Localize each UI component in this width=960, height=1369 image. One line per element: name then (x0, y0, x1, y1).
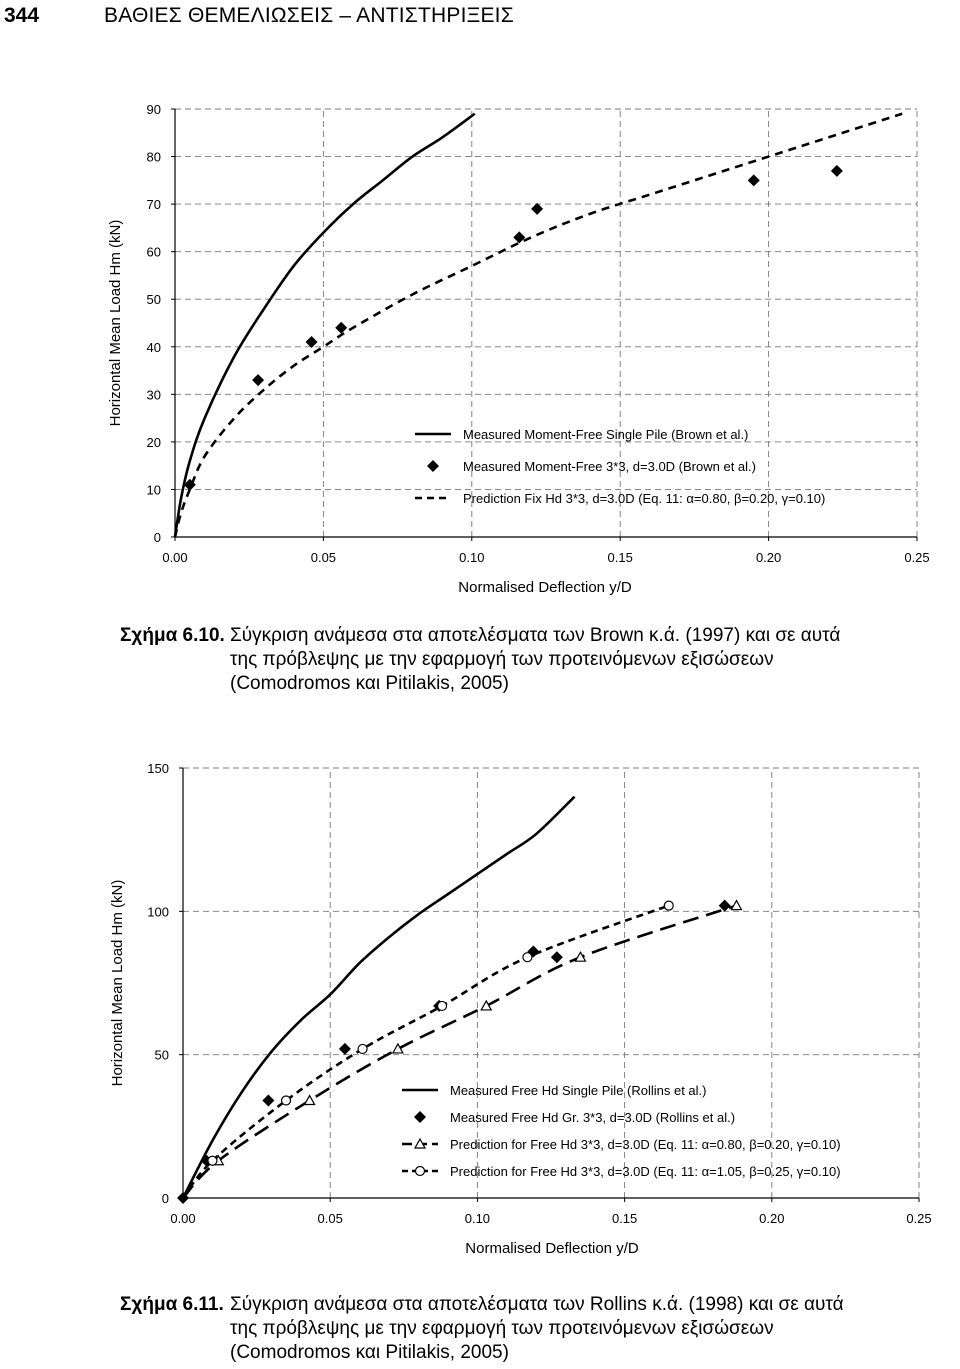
triangle-marker (731, 901, 741, 910)
y-tick-label: 100 (147, 904, 169, 920)
circle-marker (282, 1096, 291, 1105)
diamond-marker (252, 374, 264, 386)
legend-entry-label: Prediction for Free Hd 3*3, d=3.0D (Eq. 11: α=1.05, β=0.25, γ=0.10) (450, 1164, 841, 1179)
legend-swatch-diamond (427, 460, 439, 472)
x-tick-label: 0.15 (611, 1211, 638, 1226)
y-axis-label: Horizontal Mean Load Hm (kN) (107, 219, 124, 427)
figure-6-10 (90, 64, 940, 612)
figure-6-11 (90, 738, 940, 1268)
circle-marker (208, 1156, 217, 1165)
triangle-marker (305, 1096, 315, 1105)
diamond-marker (339, 1043, 351, 1055)
x-tick-label: 0.15 (607, 550, 633, 565)
x-tick-label: 0.25 (906, 1211, 932, 1226)
series-line-long-dashed (183, 906, 736, 1198)
page-number: 344 (4, 4, 40, 27)
circle-marker (438, 1001, 447, 1010)
y-tick-label: 0 (161, 1191, 169, 1206)
y-tick-label: 150 (147, 761, 169, 776)
page-header (0, 0, 960, 40)
x-tick-label: 0.10 (464, 1211, 491, 1226)
legend-entry-label: Measured Moment-Free 3*3, d=3.0D (Brown et al.) (463, 459, 756, 474)
legend-swatch-circle (416, 1167, 425, 1176)
legend-entry-label: Prediction Fix Hd 3*3, d=3.0D (Eq. 11: α=0.80, β=0.20, γ=0.10) (463, 491, 826, 506)
figure-6-10-caption (120, 624, 960, 696)
x-axis-label: Normalised Deflection y/D (465, 1240, 639, 1257)
series-line-solid (175, 114, 475, 537)
y-tick-label: 90 (146, 102, 161, 117)
caption-line: (Comodromos και Pitilakis, 2005) (230, 1342, 509, 1363)
y-tick-label: 0 (153, 530, 161, 545)
diamond-marker (531, 203, 543, 215)
y-tick-label: 80 (146, 149, 161, 165)
x-tick-label: 0.05 (317, 1211, 343, 1226)
legend-entry-label: Measured Free Hd Gr. 3*3, d=3.0D (Rollins et al.) (450, 1110, 736, 1125)
caption-line: της πρόβλεψης με την εφαρμογή των προτεινόμενων εξισώσεων (230, 1318, 774, 1339)
y-axis-label: Horizontal Mean Load Hm (kN) (109, 879, 126, 1087)
diamond-marker (262, 1095, 274, 1107)
legend-entry-label: Prediction for Free Hd 3*3, d=3.0D (Eq. 11: α=0.80, β=0.20, γ=0.10) (450, 1137, 841, 1152)
diamond-marker (831, 165, 843, 177)
diamond-marker (513, 231, 525, 243)
caption-label: Σχήμα 6.10. (120, 625, 225, 646)
x-axis-label: Normalised Deflection y/D (458, 579, 632, 596)
circle-marker (664, 901, 673, 910)
circle-marker (523, 953, 532, 962)
caption-line: Σύγκριση ανάμεσα στα αποτελέσματα των Brown κ.ά. (1997) και σε αυτά (230, 625, 841, 646)
y-tick-label: 40 (146, 339, 161, 355)
legend-swatch-diamond (414, 1111, 426, 1123)
y-tick-label: 20 (146, 434, 161, 450)
running-title: ΒΑΘΙΕΣ ΘΕΜΕΛΙΩΣΕΙΣ – ΑΝΤΙΣΤΗΡΙΞΕΙΣ (104, 4, 514, 27)
y-tick-label: 30 (146, 387, 161, 403)
x-tick-label: 0.00 (170, 1211, 196, 1226)
series-line-dashed (183, 906, 669, 1198)
y-tick-label: 50 (154, 1047, 169, 1063)
caption-line: Σύγκριση ανάμεσα στα αποτελέσματα των Rollins κ.ά. (1998) και σε αυτά (230, 1294, 844, 1315)
figure-6-11-caption (120, 1293, 960, 1365)
x-tick-label: 0.00 (162, 550, 188, 565)
diamond-marker (748, 174, 760, 186)
chart-rollins (90, 738, 940, 1268)
caption-line: (Comodromos και Pitilakis, 2005) (230, 673, 509, 694)
y-tick-label: 10 (146, 482, 161, 498)
x-tick-label: 0.25 (904, 550, 930, 565)
caption-line: της πρόβλεψης με την εφαρμογή των προτεινόμενων εξισώσεων (230, 649, 774, 670)
diamond-marker (551, 951, 563, 963)
y-tick-label: 70 (146, 197, 161, 213)
legend-entry-label: Measured Moment-Free Single Pile (Brown et al.) (463, 427, 749, 442)
diamond-marker (335, 322, 347, 334)
x-tick-label: 0.20 (759, 1211, 785, 1226)
caption-label: Σχήμα 6.11. (120, 1294, 224, 1315)
diamond-marker (306, 336, 318, 348)
x-tick-label: 0.10 (459, 550, 485, 565)
legend-entry-label: Measured Free Hd Single Pile (Rollins et al.) (450, 1083, 707, 1098)
circle-marker (358, 1044, 367, 1053)
y-tick-label: 60 (146, 244, 161, 260)
chart-brown (90, 64, 940, 612)
x-tick-label: 0.20 (755, 550, 782, 565)
x-tick-label: 0.05 (310, 550, 337, 565)
y-tick-label: 50 (146, 292, 161, 308)
